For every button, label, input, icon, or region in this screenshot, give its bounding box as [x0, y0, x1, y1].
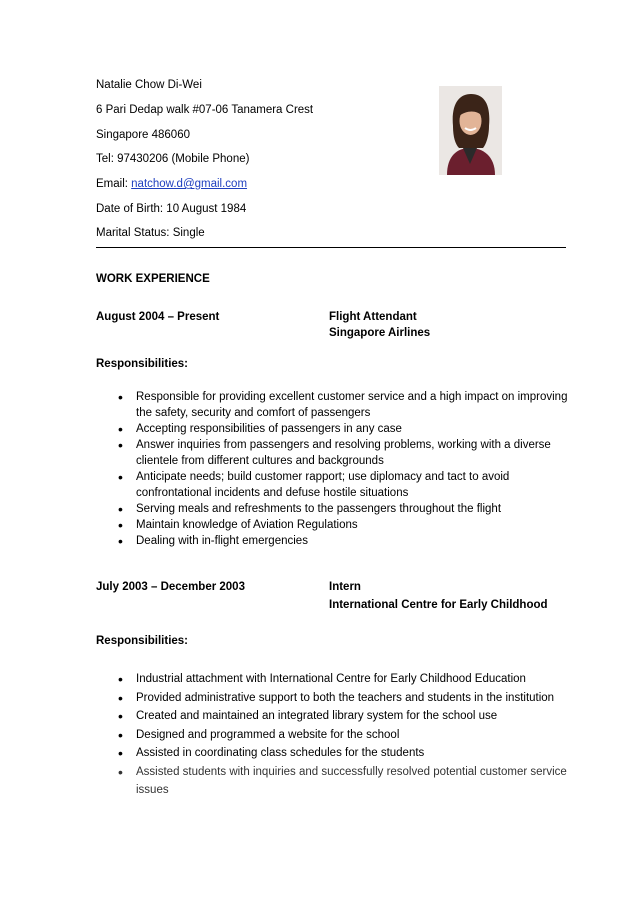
job-title: Intern — [329, 581, 361, 593]
list-item: • Dealing with in-flight emergencies — [118, 533, 578, 549]
email-label: Email: — [96, 178, 132, 190]
job-company: Singapore Airlines — [329, 327, 431, 339]
responsibilities-label: Responsibilities: — [96, 358, 189, 370]
marital-status: Marital Status: Single — [96, 227, 205, 239]
city: Singapore 486060 — [96, 129, 190, 141]
email-line — [96, 178, 247, 190]
address: 6 Pari Dedap walk #07-06 Tanamera Crest — [96, 104, 314, 116]
job-company: International Centre for Early Childhood — [329, 599, 548, 611]
list-item: • Assisted students with inquiries and successfully resolved potential customer service issues — [118, 763, 578, 800]
list-item: • Industrial attachment with International Centre for Early Childhood Education — [118, 670, 578, 689]
list-item: • Answer inquiries from passengers and resolving problems, working with a diverse clientele from different cultures and backgrounds — [118, 437, 578, 469]
date-of-birth: Date of Birth: 10 August 1984 — [96, 203, 247, 215]
job-dates: August 2004 – Present — [96, 311, 220, 323]
name: Natalie Chow Di-Wei — [96, 79, 202, 91]
responsibilities-list — [118, 389, 578, 549]
list-item: • Anticipate needs; build customer rapport; use diplomacy and tact to avoid confrontational incidents and defuse hostile situations — [118, 469, 578, 501]
email-link[interactable]: natchow.d@gmail.com — [131, 178, 248, 190]
list-item: • Responsible for providing excellent customer service and a high impact on improving the safety, security and comfort of passengers — [118, 389, 578, 421]
telephone: Tel: 97430206 (Mobile Phone) — [96, 153, 250, 165]
list-item: • Accepting responsibilities of passengers in any case — [118, 421, 578, 437]
list-item: • Designed and programmed a website for the school — [118, 726, 578, 745]
list-item: • Serving meals and refreshments to the passengers throughout the flight — [118, 501, 578, 517]
responsibilities-label: Responsibilities: — [96, 635, 189, 647]
job-dates: July 2003 – December 2003 — [96, 581, 245, 593]
divider — [96, 247, 566, 248]
responsibilities-list — [118, 670, 578, 800]
list-item: • Provided administrative support to both the teachers and students in the institution — [118, 689, 578, 708]
section-title: WORK EXPERIENCE — [96, 273, 210, 285]
list-item: • Assisted in coordinating class schedules for the students — [118, 744, 578, 763]
profile-photo — [439, 86, 502, 175]
list-item: • Created and maintained an integrated library system for the school use — [118, 707, 578, 726]
list-item: • Maintain knowledge of Aviation Regulations — [118, 517, 578, 533]
job-title: Flight Attendant — [329, 311, 417, 323]
